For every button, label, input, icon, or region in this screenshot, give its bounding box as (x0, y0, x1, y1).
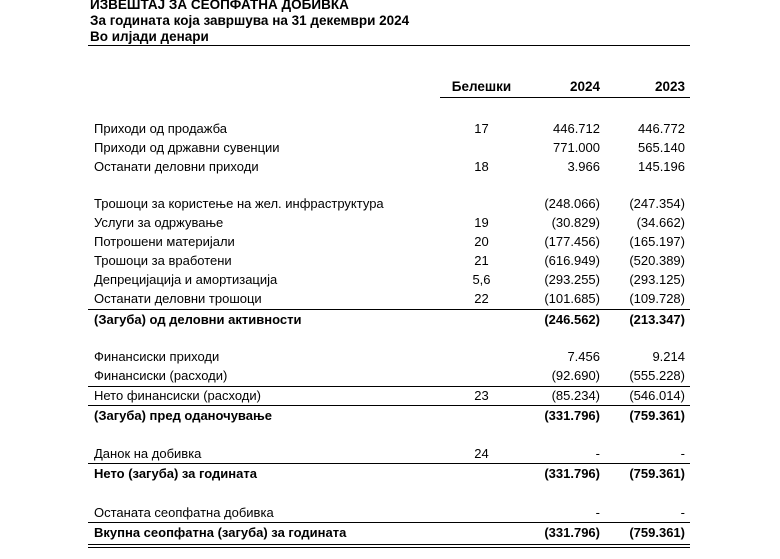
row-value-2023: 145.196 (638, 159, 685, 174)
row-value-2024: (293.255) (544, 272, 600, 287)
row-note: 17 (474, 121, 489, 136)
row-label: Финансиски приходи (94, 349, 220, 364)
row-value-2024: 7.456 (567, 349, 600, 364)
row-label: Вкупна сеопфатна (загуба) за годината (94, 525, 347, 540)
table-row (0, 272, 780, 288)
row-value-2023: (293.125) (629, 272, 685, 287)
total-underline (88, 544, 690, 545)
row-label: Приходи од продажба (94, 121, 227, 136)
row-value-2023: (247.354) (629, 196, 685, 211)
table-row-total (0, 525, 780, 541)
table-row (0, 121, 780, 137)
subtotal-divider (88, 405, 690, 406)
row-value-2023: (109.728) (629, 291, 685, 306)
subtotal-divider (88, 522, 690, 523)
row-value-2023: (213.347) (629, 312, 685, 327)
row-value-2024: 446.712 (553, 121, 600, 136)
table-row-subtotal (0, 408, 780, 424)
table-row (0, 140, 780, 156)
row-label: Приходи од државни сувенции (94, 140, 280, 155)
row-note: 24 (474, 446, 489, 461)
report-units: Во илјади денари (90, 29, 209, 44)
column-header-2023: 2023 (654, 79, 685, 94)
row-note: 23 (474, 388, 489, 403)
total-double-underline (88, 547, 690, 548)
row-label: (Загуба) од деловни активности (94, 312, 302, 327)
row-value-2023: (520.389) (629, 253, 685, 268)
row-value-2023: (759.361) (629, 408, 685, 423)
row-label: Нето (загуба) за годината (94, 466, 257, 481)
subtotal-divider (88, 309, 690, 310)
row-value-2023: 565.140 (638, 140, 685, 155)
row-label: Трошоци за користење на жел. инфраструктура (94, 196, 384, 211)
row-label: Останати деловни трошоци (94, 291, 262, 306)
report-period: За годината која завршува на 31 декември 2024 (90, 13, 410, 28)
row-label: Останати деловни приходи (94, 159, 259, 174)
row-note: 19 (474, 215, 489, 230)
row-value-2023: 446.772 (638, 121, 685, 136)
row-value-2024: (331.796) (544, 466, 600, 481)
table-row-subtotal (0, 312, 780, 328)
table-row (0, 234, 780, 250)
row-note: 5,6 (472, 272, 491, 287)
row-value-2023: (759.361) (629, 525, 685, 540)
table-row (0, 196, 780, 212)
row-value-2024: 3.966 (567, 159, 600, 174)
column-header-2024: 2024 (569, 79, 600, 94)
table-row (0, 446, 780, 462)
table-row (0, 291, 780, 307)
row-value-2024: - (595, 505, 600, 520)
row-value-2023: - (680, 446, 685, 461)
table-row (0, 253, 780, 269)
row-label: Нето финансиски (расходи) (94, 388, 261, 403)
row-value-2023: (546.014) (629, 388, 685, 403)
row-note: 18 (474, 159, 489, 174)
row-value-2024: (101.685) (544, 291, 600, 306)
row-value-2024: 771.000 (553, 140, 600, 155)
row-value-2024: (85.234) (551, 388, 600, 403)
table-row (0, 349, 780, 365)
row-note: 20 (474, 234, 489, 249)
row-value-2024: (92.690) (551, 368, 600, 383)
table-row (0, 368, 780, 384)
column-header-notes: Белешки (451, 79, 512, 94)
row-value-2023: (759.361) (629, 466, 685, 481)
row-label: Данок на добивка (94, 446, 202, 461)
row-value-2024: (177.456) (544, 234, 600, 249)
row-value-2024: (331.796) (544, 408, 600, 423)
row-value-2024: (616.949) (544, 253, 600, 268)
row-value-2023: (165.197) (629, 234, 685, 249)
table-row (0, 215, 780, 231)
row-value-2023: - (680, 505, 685, 520)
row-label: Останата сеопфатна добивка (94, 505, 274, 520)
row-value-2023: (34.662) (636, 215, 685, 230)
row-value-2024: (246.562) (544, 312, 600, 327)
report-title: ИЗВЕШТАЈ ЗА СЕОПФАТНА ДОБИВКА (90, 0, 349, 12)
row-label: Трошоци за вработени (94, 253, 232, 268)
row-value-2024: (248.066) (544, 196, 600, 211)
row-value-2024: - (595, 446, 600, 461)
subtotal-divider (88, 386, 690, 387)
header-divider (88, 45, 690, 46)
row-value-2024: (30.829) (551, 215, 600, 230)
subtotal-divider (88, 463, 690, 464)
row-note: 22 (474, 291, 489, 306)
table-row-subtotal (0, 466, 780, 482)
table-row (0, 388, 780, 404)
row-note: 21 (474, 253, 489, 268)
row-value-2024: (331.796) (544, 525, 600, 540)
column-header-divider (440, 97, 690, 98)
row-value-2023: (555.228) (629, 368, 685, 383)
row-label: (Загуба) пред оданочување (94, 408, 272, 423)
table-row (0, 505, 780, 521)
row-label: Депрецијација и амортизација (94, 272, 278, 287)
row-label: Потрошени материјали (94, 234, 235, 249)
row-label: Финансиски (расходи) (94, 368, 228, 383)
table-row (0, 159, 780, 175)
row-value-2023: 9.214 (652, 349, 685, 364)
row-label: Услуги за одржување (94, 215, 224, 230)
